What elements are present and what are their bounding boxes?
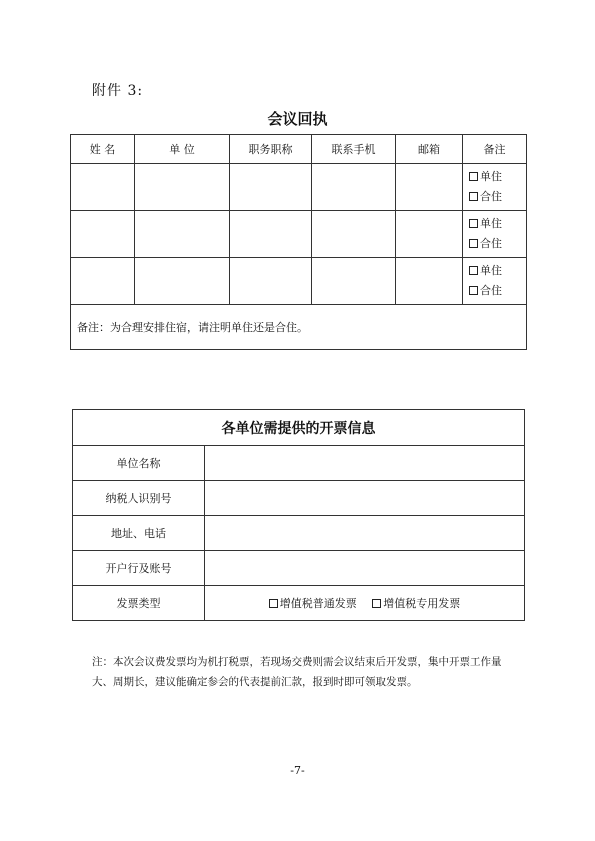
table-row <box>71 258 527 305</box>
room-options-cell <box>463 258 527 305</box>
bank-account-label: 开户行及账号 <box>73 551 205 586</box>
header-email: 邮箱 <box>396 135 463 164</box>
single-room-option[interactable] <box>469 214 526 234</box>
company-name-field[interactable] <box>205 446 525 481</box>
table-row <box>73 516 525 551</box>
bank-account-field[interactable] <box>205 551 525 586</box>
checkbox-icon[interactable] <box>469 286 478 295</box>
name-cell[interactable] <box>71 164 135 211</box>
general-invoice-option[interactable] <box>269 597 357 610</box>
unit-cell[interactable] <box>135 258 230 305</box>
email-cell[interactable] <box>396 258 463 305</box>
checkbox-icon[interactable] <box>269 599 278 608</box>
mobile-cell[interactable] <box>312 258 396 305</box>
shared-room-option[interactable] <box>469 187 526 207</box>
email-cell[interactable] <box>396 211 463 258</box>
email-cell[interactable] <box>396 164 463 211</box>
position-cell[interactable] <box>230 164 312 211</box>
position-cell[interactable] <box>230 211 312 258</box>
checkbox-icon[interactable] <box>469 239 478 248</box>
single-room-label: 单住 <box>480 264 502 277</box>
table-row <box>71 164 527 211</box>
table-row <box>73 551 525 586</box>
header-name: 姓 名 <box>71 135 135 164</box>
shared-room-option[interactable] <box>469 234 526 254</box>
mobile-cell[interactable] <box>312 211 396 258</box>
shared-room-label: 合住 <box>480 237 502 250</box>
accommodation-note: 备注：为合理安排住宿，请注明单住还是合住。 <box>71 305 527 350</box>
shared-room-label: 合住 <box>480 190 502 203</box>
checkbox-icon[interactable] <box>372 599 381 608</box>
header-remarks: 备注 <box>463 135 527 164</box>
table-row <box>73 481 525 516</box>
company-name-label: 单位名称 <box>73 446 205 481</box>
address-phone-field[interactable] <box>205 516 525 551</box>
table-row <box>71 211 527 258</box>
checkbox-icon[interactable] <box>469 219 478 228</box>
taxpayer-id-label: 纳税人识别号 <box>73 481 205 516</box>
unit-cell[interactable] <box>135 164 230 211</box>
note-row <box>71 305 527 350</box>
form2-title: 各单位需提供的开票信息 <box>73 410 525 446</box>
single-room-label: 单住 <box>480 170 502 183</box>
room-options-cell <box>463 164 527 211</box>
single-room-option[interactable] <box>469 261 526 281</box>
header-mobile: 联系手机 <box>312 135 396 164</box>
checkbox-icon[interactable] <box>469 172 478 181</box>
single-room-label: 单住 <box>480 217 502 230</box>
form1-title: 会议回执 <box>267 110 328 128</box>
position-cell[interactable] <box>230 258 312 305</box>
table-row <box>73 586 525 621</box>
unit-cell[interactable] <box>135 211 230 258</box>
invoice-title-row <box>73 410 525 446</box>
name-cell[interactable] <box>71 258 135 305</box>
table-row <box>73 446 525 481</box>
general-invoice-label: 增值税普通发票 <box>279 597 357 610</box>
special-invoice-option[interactable] <box>372 597 460 610</box>
shared-room-option[interactable] <box>469 281 526 301</box>
room-options-cell <box>463 211 527 258</box>
mobile-cell[interactable] <box>312 164 396 211</box>
page-number: -7- <box>290 764 305 777</box>
address-phone-label: 地址、电话 <box>73 516 205 551</box>
name-cell[interactable] <box>71 211 135 258</box>
invoice-info-table <box>72 409 525 621</box>
invoice-type-label: 发票类型 <box>73 586 205 621</box>
shared-room-label: 合住 <box>480 284 502 297</box>
header-position: 职务职称 <box>230 135 312 164</box>
special-invoice-label: 增值税专用发票 <box>383 597 461 610</box>
single-room-option[interactable] <box>469 167 526 187</box>
invoice-footnote: 注：本次会议费发票均为机打税票，若现场交费则需会议结束后开发票，集中开票工作量大、周期长，建议能确定参会的代表提前汇款，报到时即可领取发票。 <box>92 656 502 688</box>
header-unit: 单 位 <box>135 135 230 164</box>
taxpayer-id-field[interactable] <box>205 481 525 516</box>
reply-form-header-row <box>71 135 527 164</box>
reply-form-table <box>70 134 527 350</box>
attachment-label: 附件 3: <box>92 83 144 99</box>
invoice-type-options <box>205 586 525 621</box>
checkbox-icon[interactable] <box>469 266 478 275</box>
checkbox-icon[interactable] <box>469 192 478 201</box>
